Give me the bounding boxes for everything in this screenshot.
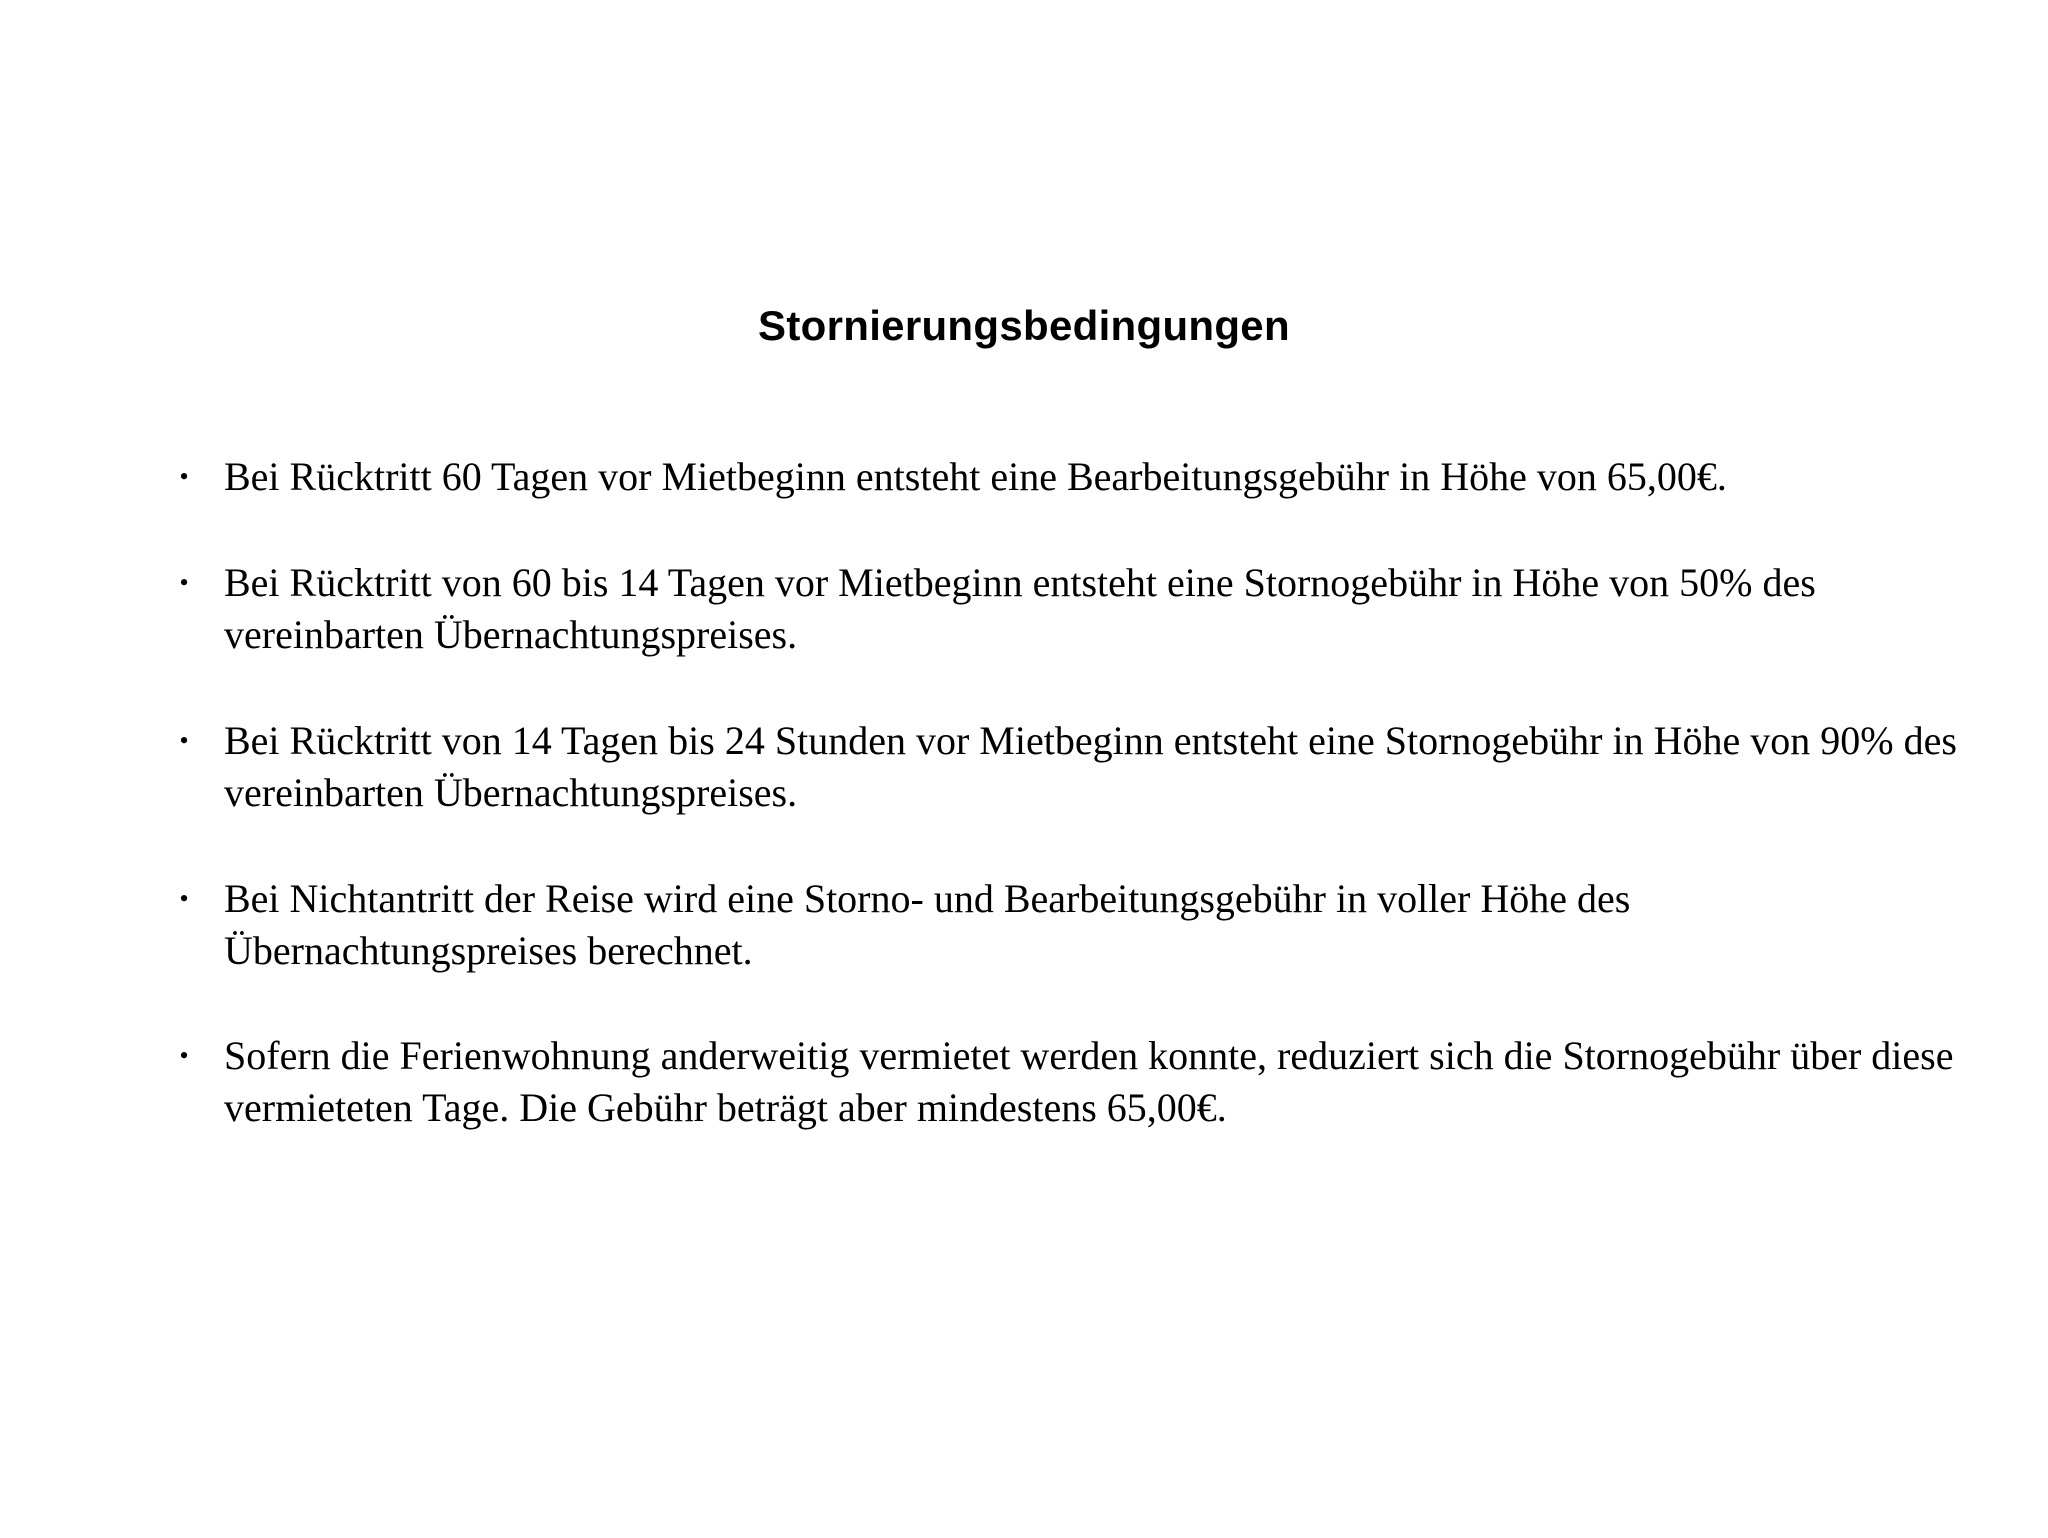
term-item [179, 451, 1964, 503]
term-text: Bei Rücktritt von 60 bis 14 Tagen vor Mietbeginn entsteht eine Stornogebühr in Höhe von 50% des vereinbarten Übernachtungspreises. [224, 560, 1816, 657]
term-item [179, 873, 1964, 977]
term-item [179, 557, 1964, 661]
term-text: Bei Rücktritt 60 Tagen vor Mietbeginn entsteht eine Bearbeitungsgebühr in Höhe von 65,00€. [224, 454, 1727, 499]
term-text: Bei Rücktritt von 14 Tagen bis 24 Stunden vor Mietbeginn entsteht eine Stornogebühr in Höhe von 90% des vereinbarten Übernachtungspreises. [224, 718, 1957, 815]
bullet-icon: • [179, 884, 189, 913]
page-title: Stornierungsbedingungen [758, 302, 1290, 349]
term-item [179, 1030, 1964, 1134]
bullet-icon: • [179, 1041, 189, 1070]
term-item [179, 715, 1964, 819]
bullet-icon: • [179, 568, 189, 597]
bullet-icon: • [179, 462, 189, 491]
term-text: Sofern die Ferienwohnung anderweitig vermietet werden konnte, reduziert sich die Stornogebühr über diese vermieteten Tage. Die Gebühr beträgt aber mindestens 65,00€. [224, 1033, 1954, 1130]
term-text: Bei Nichtantritt der Reise wird eine Storno- und Bearbeitungsgebühr in voller Höhe des Übernachtungspreises berechnet. [224, 876, 1631, 973]
bullet-icon: • [179, 726, 189, 755]
